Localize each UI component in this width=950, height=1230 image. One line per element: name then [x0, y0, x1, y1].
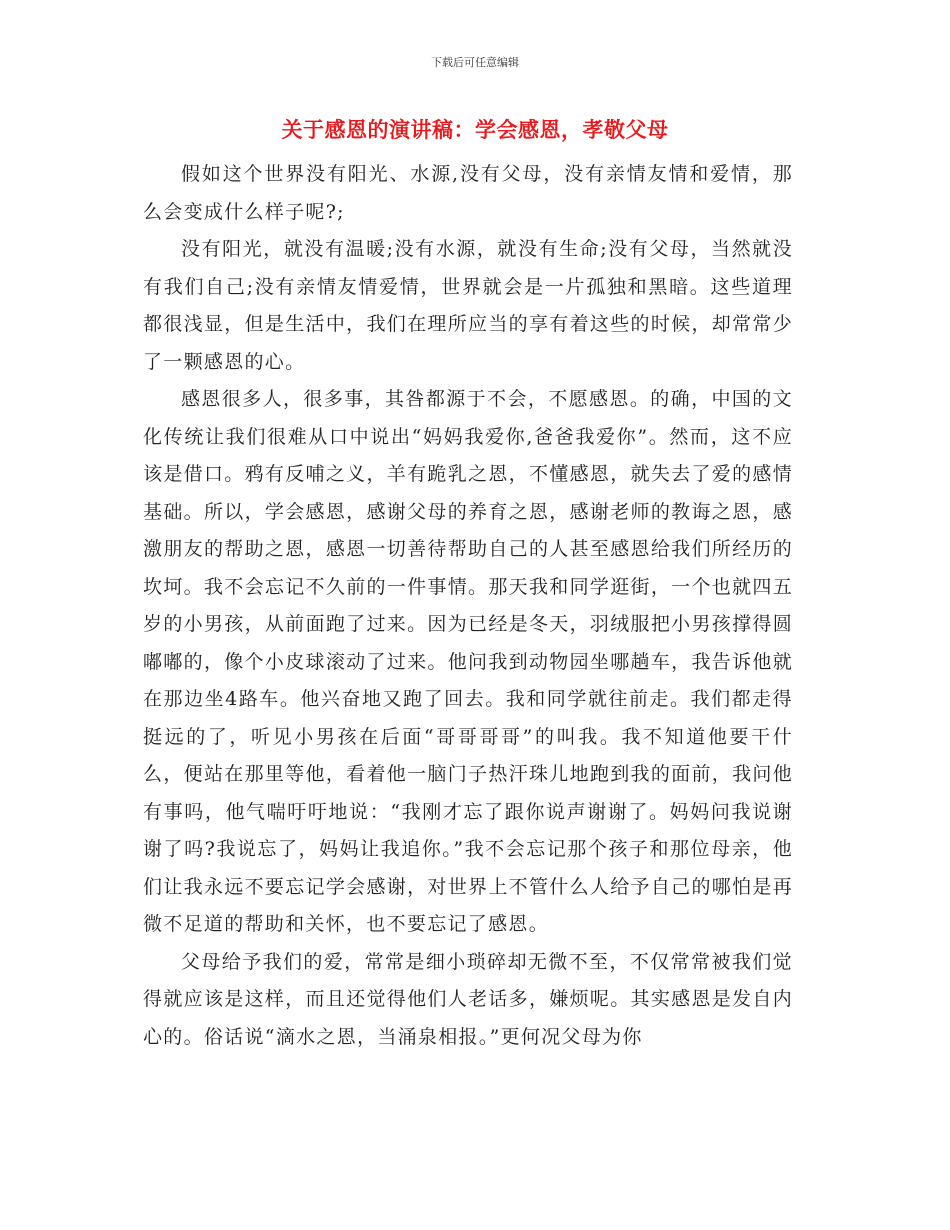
paragraph-4: 父母给予我们的爱，常常是细小琐碎却无微不至，不仅常常被我们觉得就应该是这样，而且还觉得他们人老话多，嫌烦呢。其实感恩是发自内心的。俗话说“滴水之恩，当涌泉相报。”更何况父母为你 — [143, 950, 793, 1048]
paragraph-3: 感恩很多人，很多事，其咎都源于不会，不愿感恩。的确，中国的文化传统让我们很难从口中说出“妈妈我爱你,爸爸我爱你”。然而，这不应该是借口。鸦有反哺之义，羊有跪乳之恩，不懂感恩，就失去了爱的感情基础。所以，学会感恩，感谢父母的养育之恩，感谢老师的教诲之恩，感激朋友的帮助之恩，感恩一切善待帮助自己的人甚至感恩给我们所经历的坎坷。我不会忘记不久前的一件事情。那天我和同学逛街，一个也就四五岁的小男孩，从前面跑了过来。因为已经是冬天，羽绒服把小男孩撑得圆嘟嘟的，像个小皮球滚动了过来。他问我到动物园坐哪趟车，我告诉他就在那边坐4路车。他兴奋地又跑了回去。我和同学就往前走。我们都走得挺远的了，听见小男孩在后面“哥哥哥哥”的叫我。我不知道他要干什么，便站在那里等他，看着他一脑门子热汗珠儿地跑到我的面前，我问他有事吗，他气喘吁吁地说：“我刚才忘了跟你说声谢谢了。妈妈问我说谢谢了吗?我说忘了，妈妈让我追你。”我不会忘记那个孩子和那位母亲，他们让我永远不要忘记学会感谢，对世界上不管什么人给予自己的哪怕是再微不足道的帮助和关怀，也不要忘记了感恩。 — [143, 388, 793, 935]
document-title: 关于感恩的演讲稿：学会感恩，孝敬父母 — [281, 118, 669, 142]
document-body — [143, 156, 793, 1056]
paragraph-1: 假如这个世界没有阳光、水源,没有父母，没有亲情友情和爱情，那么会变成什么样子呢?; — [143, 163, 793, 223]
paragraph-2: 没有阳光，就没有温暖;没有水源，就没有生命;没有父母，当然就没有我们自己;没有亲情友情爱情，世界就会是一片孤独和黑暗。这些道理都很浅显，但是生活中，我们在理所应当的享有着这些的时候，却常常少了一颗感恩的心。 — [143, 238, 793, 373]
page-header: 下载后可任意编辑 — [431, 56, 519, 69]
